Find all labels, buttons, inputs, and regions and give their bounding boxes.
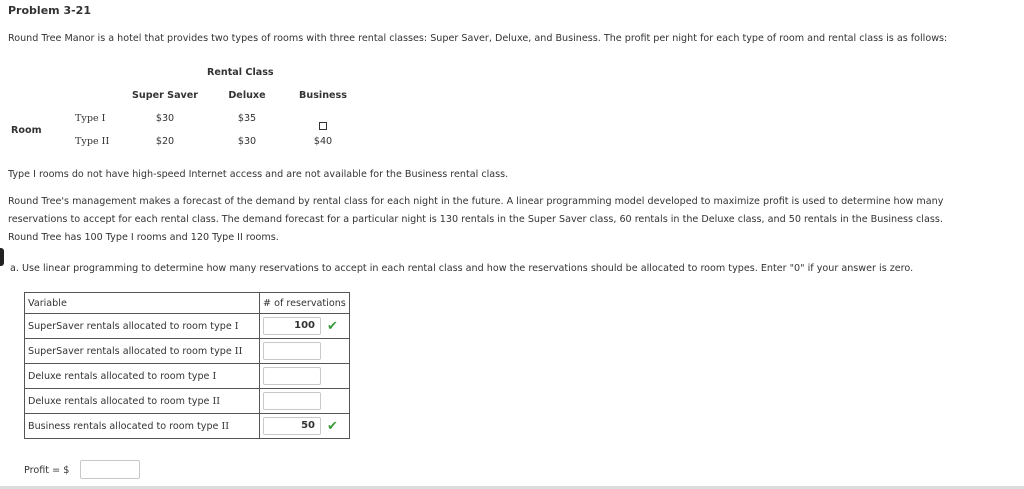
room-type-roman: I [234,320,239,332]
answer-table [24,292,350,439]
row-label: SuperSaver rentals allocated to room type [28,345,235,357]
deluxe-type2-input[interactable] [263,392,321,410]
room-type-roman: II [212,395,221,407]
cell-type2-super-saver: $20 [155,136,175,147]
col-business: Business [299,90,347,101]
paragraph-line-2: reservations to accept for each rental class. The demand forecast for a particular night is 130 rentals in the Super Saver class, 60 rentals in the Deluxe class, and 50 rentals in the Business class. [8,214,943,225]
col-super-saver: Super Saver [131,90,199,101]
cell-type1-super-saver: $30 [155,113,175,124]
checkmark-icon: ✔ [327,418,338,434]
row-label: SuperSaver rentals allocated to room type [28,320,235,332]
note-text: Type I rooms do not have high-speed Internet access and are not available for the Business rental class. [8,169,509,180]
intro-text: Round Tree Manor is a hotel that provides two types of rooms with three rental classes: Super Saver, Deluxe, and Business. The profit per night for each type of room and rental class is as follows: [8,33,948,44]
row-label: Deluxe rentals allocated to room type [28,370,213,382]
header-reservations: # of reservations [260,293,350,314]
profit-input[interactable] [80,460,140,479]
deluxe-type1-input[interactable] [263,367,321,385]
table-row [25,389,350,414]
row-label: Deluxe rentals allocated to room type [28,395,213,407]
question-a: a. Use linear programming to determine how many reservations to accept in each rental class and how the reservations should be allocated to room types. Enter "0" if your answer is zero. [10,263,914,274]
business-type2-input[interactable]: 50 [263,417,321,435]
table-row [25,339,350,364]
header-variable: Variable [25,293,260,314]
room-type-roman: II [234,345,243,357]
checkmark-icon: ✔ [327,318,338,334]
table-row [25,364,350,389]
problem-title: Problem 3-21 [8,4,91,17]
rental-class-header: Rental Class [207,67,274,78]
profit-currency: $ [63,465,70,476]
supersaver-type2-input[interactable] [263,342,321,360]
room-type-roman: II [221,420,230,432]
cell-type1-deluxe: $35 [237,113,257,124]
row-label: Business rentals allocated to room type [28,420,222,432]
supersaver-type1-input[interactable]: 100 [263,317,321,335]
cell-type2-deluxe: $30 [237,136,257,147]
col-deluxe: Deluxe [228,90,266,101]
empty-box-icon [319,122,327,130]
left-marker [0,248,4,266]
row-type-2-label: Type II [75,136,110,147]
room-row-group-label: Room [11,125,42,136]
table-row [25,314,350,339]
row-type-1-label: Type I [75,113,106,124]
table-row [25,414,350,439]
profit-label-group [24,465,69,476]
profit-equals: = [52,465,61,476]
cell-type1-business [293,115,353,134]
room-type-roman: I [212,370,217,382]
paragraph-line-3: Round Tree has 100 Type I rooms and 120 Type II rooms. [8,232,279,243]
cell-type2-business: $40 [313,136,333,147]
paragraph-line-1: Round Tree's management makes a forecast of the demand by rental class for each night in the future. A linear programming model developed to maximize profit is used to determine how many [8,196,944,207]
profit-label: Profit [24,465,50,476]
